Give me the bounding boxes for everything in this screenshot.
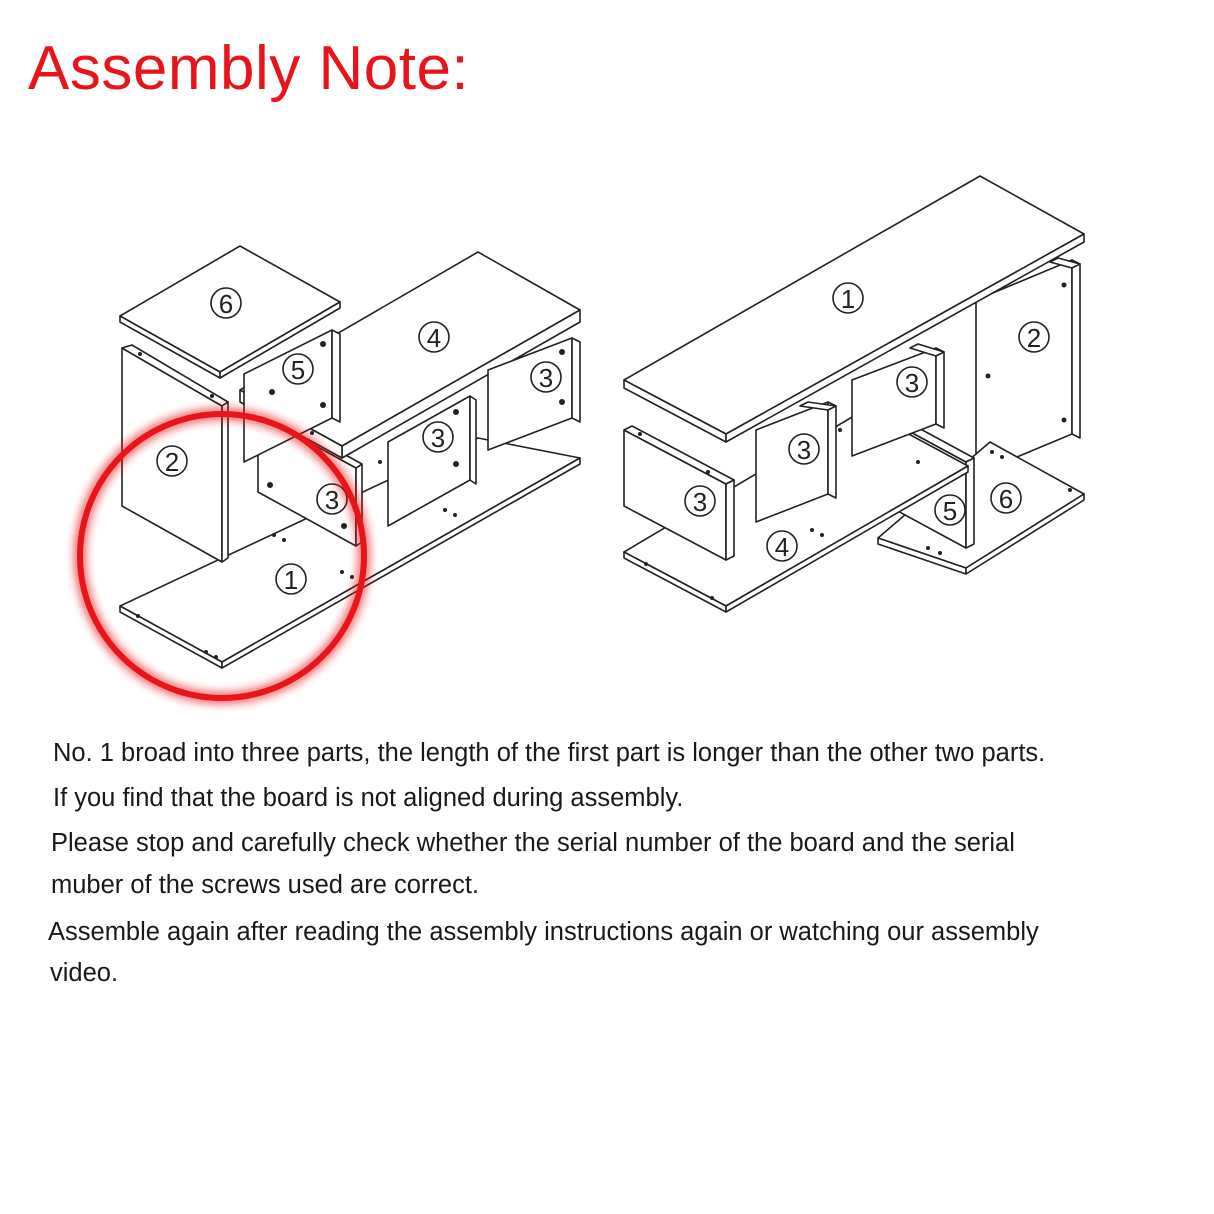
left-label-5 <box>283 354 313 385</box>
right-label-3-middle <box>789 434 819 465</box>
note-line-4: muber of the screws used are correct. <box>51 871 480 899</box>
svg-text:6: 6 <box>998 484 1014 514</box>
right-label-6 <box>991 483 1021 514</box>
right-label-3-back <box>897 367 927 398</box>
note-line-5: Assemble again after reading the assembly instructions again or watching our assembly <box>48 918 1039 946</box>
right-label-5 <box>935 495 965 526</box>
note-line-6: video. <box>50 959 119 987</box>
left-label-3-middle <box>423 422 453 453</box>
svg-text:5: 5 <box>290 355 306 385</box>
exploded-view <box>80 246 580 698</box>
svg-text:6: 6 <box>218 289 234 319</box>
note-line-3: Please stop and carefully check whether the serial number of the board and the serial <box>51 829 1015 857</box>
svg-text:3: 3 <box>538 363 554 393</box>
svg-text:3: 3 <box>324 485 340 515</box>
page-title: Assembly Note: <box>28 34 470 103</box>
svg-text:2: 2 <box>164 447 180 477</box>
svg-text:2: 2 <box>1026 323 1042 353</box>
svg-text:3: 3 <box>904 368 920 398</box>
right-label-4 <box>767 531 797 562</box>
left-label-3-right <box>531 362 561 393</box>
left-label-1 <box>276 564 306 595</box>
svg-text:1: 1 <box>283 565 299 595</box>
right-label-3-left <box>685 486 715 517</box>
left-label-6 <box>211 288 241 319</box>
left-label-2 <box>157 446 187 477</box>
right-label-2 <box>1019 322 1049 353</box>
assembled-view <box>624 176 1084 612</box>
svg-text:1: 1 <box>840 284 856 314</box>
right-label-1 <box>833 283 863 314</box>
svg-text:5: 5 <box>942 496 958 526</box>
left-label-4 <box>419 322 449 353</box>
svg-text:3: 3 <box>430 423 446 453</box>
svg-text:3: 3 <box>796 435 812 465</box>
note-line-2: If you find that the board is not aligned during assembly. <box>53 784 684 812</box>
note-line-1: No. 1 broad into three parts, the length of the first part is longer than the other two parts. <box>53 739 1046 767</box>
svg-text:3: 3 <box>692 487 708 517</box>
svg-text:4: 4 <box>774 532 790 562</box>
svg-text:4: 4 <box>426 323 442 353</box>
